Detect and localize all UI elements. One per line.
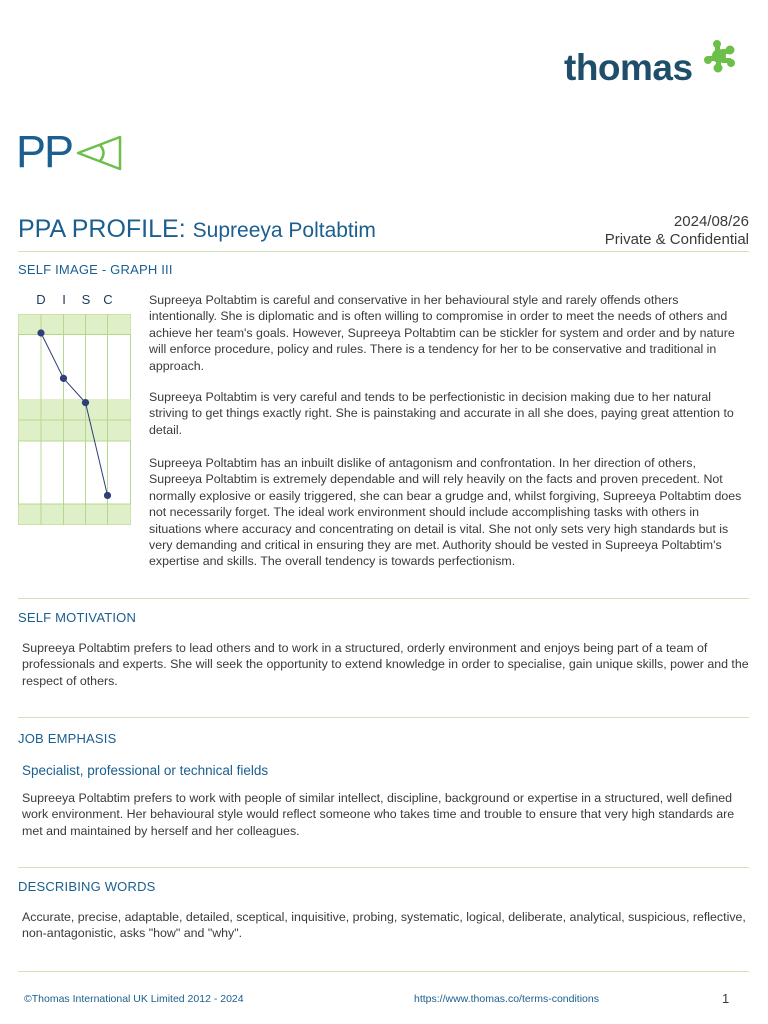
report-date: 2024/08/26 [673,213,749,230]
divider [18,971,749,972]
disc-point-d [37,329,44,336]
eye-triangle-icon [76,134,126,174]
disc-point-i [60,375,67,382]
terms-link[interactable]: https://www.thomas.co/terms-conditions [414,993,599,1005]
disc-label-c: C [103,292,113,307]
ppa-wordmark: PP [16,126,73,177]
disc-label-s: S [81,292,91,307]
self-image-paragraph-2: Supreeya Poltabtim is very careful and tends to be perfectionistic in decision making due to her natural striving to get things exactly right. She is painstaking and accurate in all she does, paying great attention to detail. [149,390,734,437]
disc-label-d: D [36,292,46,307]
section-title-self-image: SELF IMAGE - GRAPH III [18,262,173,277]
divider [18,251,749,252]
disc-graph [18,292,132,527]
disc-label-i: I [62,292,66,307]
thomas-logo [562,38,744,90]
person-name: Supreeya Poltabtim [192,219,376,242]
describing-words-text: Accurate, precise, adaptable, detailed, sceptical, inquisitive, probing, systematic, logical, deliberate, analytical, suspicious, reflective, non-antagonistic, asks "how" and "why". [22,910,746,941]
confidentiality-label: Private & Confidential [604,231,749,248]
self-image-paragraph-3: Supreeya Poltabtim has an inbuilt dislike of antagonism and confrontation. In her direction of others, Supreeya Poltabtim is extremely dependable and will rely heavily on the facts and proven precedent. Not normally explosive or easily triggered, she can bear a grudge and, whilst forgiving, Supreeya Poltabtim does not necessarily forget. The ideal work environment should include accomplishing tasks with others in situations where accuracy and concentrating on detail is vital. She not only sets very high standards but is very demanding and critical in ensuring they are met. Authority should be vested in Supreeya Poltabtim's expertise and skills. The overall tendency is towards perfectionism. [149,456,742,569]
footer-copyright: ©Thomas International UK Limited 2012 - 2024 [24,993,244,1005]
graph-band [19,315,131,335]
section-title-self-motivation: SELF MOTIVATION [18,610,137,625]
divider [18,598,749,599]
page-title [18,214,376,246]
self-image-paragraph-1: Supreeya Poltabtim is careful and conservative in her behavioural style and rarely offends others intentionally. She is diplomatic and is often willing to compromise in order to meet the needs of others and achieve her team's goals. However, Supreeya Poltabtim can be stickler for system and order and by nature will enforce procedure, policy and rules. There is a tendency for her to be conservative and traditional in approach. [149,293,735,373]
job-emphasis-subtitle: Specialist, professional or technical fields [22,763,269,778]
disc-graph-plot [18,314,132,526]
section-title-describing-words: DESCRIBING WORDS [18,879,156,894]
page-number: 1 [722,991,730,1006]
section-title-job-emphasis: JOB EMPHASIS [18,731,117,746]
divider [18,867,749,868]
puzzle-star-icon [702,38,740,76]
disc-point-c [104,492,111,499]
ppa-logo [16,128,126,178]
graph-band [19,504,131,525]
brand-wordmark: thomas [564,47,693,88]
self-motivation-text: Supreeya Poltabtim prefers to lead others and to work in a structured, orderly environment and enjoys being part of a team of professionals and experts. She will seek the opportunity to extend knowledge in order to specialise, gain unique skills, power and the respect of others. [22,641,749,688]
profile-title-label: PPA PROFILE: [18,215,186,243]
job-emphasis-text: Supreeya Poltabtim prefers to work with people of similar intellect, discipline, background or expertise in a structured, well defined work environment. Her behavioural style would reflect someone who takes time and trouble to ensure that very high standards are met and maintained by herself and her colleagues. [22,791,735,838]
disc-point-s [82,399,89,406]
divider [18,717,749,718]
